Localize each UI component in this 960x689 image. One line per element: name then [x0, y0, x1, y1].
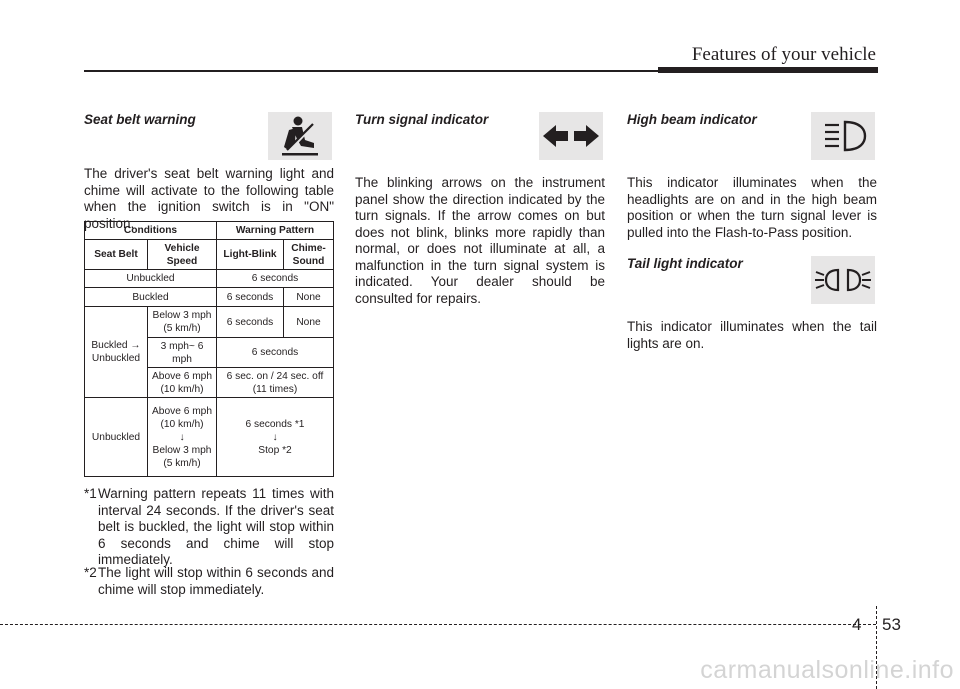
cell-grp2-condition: Unbuckled: [85, 398, 148, 477]
turn-signal-title: Turn signal indicator: [355, 112, 489, 127]
watermark: carmanualsonline.info: [700, 656, 954, 684]
cell-r2-condition: Buckled: [85, 288, 217, 307]
footnote-2-text: The light will stop within 6 seconds and chime will stop immediately.: [98, 565, 334, 597]
th-chime-sound: Chime-Sound: [284, 240, 334, 270]
seat-belt-warning-table: [84, 221, 334, 477]
footnote-1: [84, 486, 334, 569]
cell-g1b-pattern: 6 seconds: [217, 338, 334, 368]
footnote-2-mark: *2: [84, 565, 97, 580]
cell-g1c-pattern: 6 sec. on / 24 sec. off (11 times): [217, 368, 334, 398]
cell-r2-light: 6 seconds: [217, 288, 284, 307]
cell-g1a-light: 6 seconds: [217, 307, 284, 338]
high-beam-icon: [811, 112, 875, 160]
seat-belt-title: Seat belt warning: [84, 112, 196, 127]
th-vehicle-speed: Vehicle Speed: [148, 240, 217, 270]
th-seat-belt: Seat Belt: [85, 240, 148, 270]
cell-r1-condition: Unbuckled: [85, 270, 217, 288]
high-beam-body: This indicator illuminates when the headlights are on and in the high beam position or when the turn signal lever is pulled into the Flash-to-Pass position.: [627, 175, 877, 240]
chapter-number: 4: [852, 615, 862, 634]
page-header-title: Features of your vehicle: [691, 44, 876, 65]
g2-speed-bottom: Below 3 mph (5 km/h): [152, 444, 212, 469]
page-number: 53: [882, 615, 901, 634]
th-warning-pattern: Warning Pattern: [217, 222, 334, 240]
tail-light-title: Tail light indicator: [627, 256, 743, 271]
g2-pattern-top: 6 seconds *1: [245, 418, 305, 430]
g2-speed-top: Above 6 mph (10 km/h): [151, 405, 213, 430]
turn-signal-body: The blinking arrows on the instrument panel show the direction indicated by the turn signals. If the arrow comes on but does not blink, blinks more rapidly than normal, or does not illuminate at all, a malfunction in the turn signal system is indicated. Your dealer should be consulted for repairs.: [355, 175, 605, 306]
cell-g1a-speed: Below 3 mph (5 km/h): [148, 307, 217, 338]
seat-belt-icon: [268, 112, 332, 160]
g2-pattern-bottom: Stop *2: [258, 444, 292, 456]
footer-dashed-rule: [0, 624, 876, 625]
seat-belt-intro: The driver's seat belt warning light and chime will activate to the following table when the ignition switch is in "ON" position.: [84, 166, 334, 231]
cell-g1b-speed: 3 mph~ 6 mph: [148, 338, 217, 368]
cell-g1c-speed: Above 6 mph (10 km/h): [148, 368, 217, 398]
cell-grp1-condition: Buckled → Unbuckled: [85, 307, 148, 398]
footnote-1-mark: *1: [84, 486, 97, 501]
cell-g2-pattern: [217, 398, 334, 477]
footnote-1-text: Warning pattern repeats 11 times with interval 24 seconds. If the driver's seat belt is buckled, the light will stop within 6 seconds and chime will stop immediately.: [98, 486, 334, 567]
cell-g1a-chime: None: [284, 307, 334, 338]
g2-speed-arrow: ↓: [179, 431, 185, 443]
header-tab-bar: [658, 67, 878, 73]
cell-r1-pattern: 6 seconds: [217, 270, 334, 288]
tail-light-icon: [811, 256, 875, 304]
tail-light-body: This indicator illuminates when the tail lights are on.: [627, 319, 877, 351]
high-beam-title: High beam indicator: [627, 112, 757, 127]
cell-g2-speed: [148, 398, 217, 477]
footnote-2: [84, 565, 334, 598]
cell-r2-chime: None: [284, 288, 334, 307]
g2-pattern-arrow: ↓: [272, 431, 278, 443]
th-conditions: Conditions: [85, 222, 217, 240]
turn-signal-arrows-icon: [539, 112, 603, 160]
th-light-blink: Light-Blink: [217, 240, 284, 270]
